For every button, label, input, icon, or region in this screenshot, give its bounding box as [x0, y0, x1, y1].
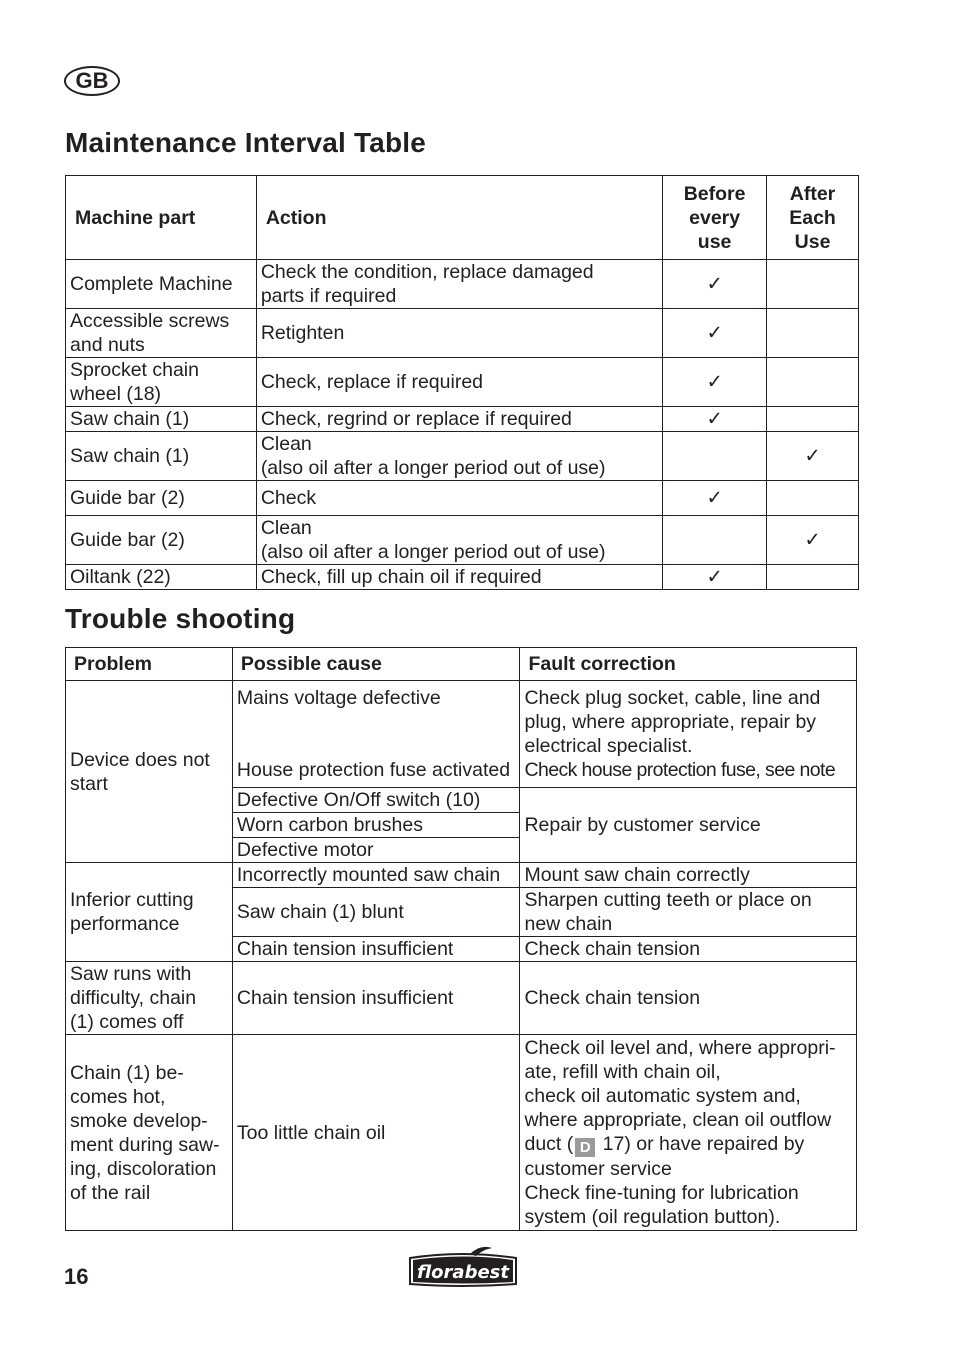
header-problem: Problem — [66, 648, 233, 681]
table-row — [66, 309, 859, 358]
problem-cell: Saw runs with difficulty, chain (1) comes off — [66, 962, 233, 1035]
table-row — [66, 358, 859, 407]
action-cell: Check, fill up chain oil if required — [256, 565, 662, 590]
action-cell: Clean (also oil after a longer period out of use) — [256, 432, 662, 481]
header-before-every-use: Before every use — [663, 176, 767, 260]
correction-cell: Check oil level and, where appropri- ate, refill with chain oil, check oil automatic system and, where appropriate, clean oil outflow duct ( D 17) or have repaired by customer service Check fine-tuning for lubrication system (oil regulation button). — [520, 1035, 857, 1231]
check-mark-icon: ✓ — [663, 358, 767, 407]
trouble-shooting-table — [65, 647, 857, 1231]
header-possible-cause: Possible cause — [232, 648, 520, 681]
correction-cell: Mount saw chain correctly — [520, 863, 857, 888]
action-cell: Retighten — [256, 309, 662, 358]
check-mark-icon: ✓ — [663, 481, 767, 516]
action-cell: Check the condition, replace damaged parts if required — [256, 260, 662, 309]
problem-cell: Device does not start — [66, 681, 233, 863]
table-row — [66, 432, 859, 481]
page-reference-d-icon: D — [575, 1138, 595, 1157]
table-row — [66, 565, 859, 590]
header-machine-part: Machine part — [66, 176, 257, 260]
table-row — [66, 863, 857, 888]
table-row — [66, 407, 859, 432]
check-mark-icon: ✓ — [767, 432, 859, 481]
cause-cell: Chain tension insufficient — [232, 962, 520, 1035]
check-mark-icon: ✓ — [663, 309, 767, 358]
cause-cell: Mains voltage defective House protection fuse activated — [232, 681, 520, 788]
cause-cell: Worn carbon brushes — [232, 813, 520, 838]
trouble-title: Trouble shooting — [65, 603, 296, 634]
cause-cell: Chain tension insufficient — [232, 937, 520, 962]
check-mark-icon: ✓ — [663, 565, 767, 590]
cause-cell: Defective motor — [232, 838, 520, 863]
machine-part-cell: Sprocket chain wheel (18) — [66, 358, 257, 407]
action-cell: Check, replace if required — [256, 358, 662, 407]
check-mark-icon: ✓ — [663, 407, 767, 432]
header-after-each-use: After Each Use — [767, 176, 859, 260]
table-row — [66, 1035, 857, 1231]
problem-cell: Inferior cutting performance — [66, 863, 233, 962]
cause-cell: Defective On/Off switch (10) — [232, 788, 520, 813]
header-fault-correction: Fault correction — [520, 648, 857, 681]
header-action: Action — [256, 176, 662, 260]
check-mark-icon: ✓ — [663, 260, 767, 309]
florabest-logo — [406, 1244, 520, 1290]
table-row — [66, 681, 857, 788]
cause-cell: Incorrectly mounted saw chain — [232, 863, 520, 888]
problem-cell: Chain (1) be- comes hot, smoke develop- ment during saw- ing, discoloration of the rail — [66, 1035, 233, 1231]
trouble-header-row — [66, 648, 857, 681]
table-row — [66, 481, 859, 516]
svg-text:florabest: florabest — [417, 1262, 509, 1283]
correction-cell: Check plug socket, cable, line and plug, where appropriate, repair by electrical specialist. Check house protection fuse, see note — [520, 681, 857, 788]
correction-cell: Repair by customer service — [520, 788, 857, 863]
language-badge: GB — [64, 66, 120, 96]
correction-cell: Check chain tension — [520, 937, 857, 962]
machine-part-cell: Guide bar (2) — [66, 481, 257, 516]
maintenance-header-row — [66, 176, 859, 260]
machine-part-cell: Saw chain (1) — [66, 432, 257, 481]
machine-part-cell: Complete Machine — [66, 260, 257, 309]
action-cell: Check, regrind or replace if required — [256, 407, 662, 432]
table-row — [66, 260, 859, 309]
page-number: 16 — [64, 1264, 89, 1289]
correction-cell: Sharpen cutting teeth or place on new chain — [520, 888, 857, 937]
table-row — [66, 962, 857, 1035]
maintenance-title: Maintenance Interval Table — [65, 127, 427, 158]
check-mark-icon: ✓ — [767, 516, 859, 565]
machine-part-cell: Saw chain (1) — [66, 407, 257, 432]
correction-cell: Check chain tension — [520, 962, 857, 1035]
machine-part-cell: Oiltank (22) — [66, 565, 257, 590]
maintenance-table — [65, 175, 859, 590]
machine-part-cell: Guide bar (2) — [66, 516, 257, 565]
machine-part-cell: Accessible screws and nuts — [66, 309, 257, 358]
table-row — [66, 516, 859, 565]
action-cell: Clean (also oil after a longer period out of use) — [256, 516, 662, 565]
cause-cell: Too little chain oil — [232, 1035, 520, 1231]
action-cell: Check — [256, 481, 662, 516]
duct-reference-line: duct ( D 17) or have repaired by — [524, 1133, 805, 1156]
cause-cell: Saw chain (1) blunt — [232, 888, 520, 937]
